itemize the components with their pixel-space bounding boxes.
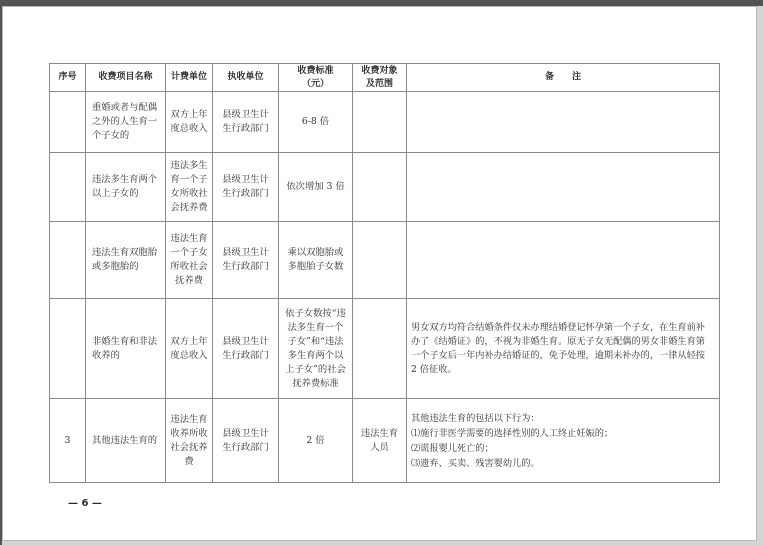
cell-collecting-unit: 县级卫生计 生行政部门	[213, 222, 279, 299]
header-remarks: 备 注	[407, 64, 720, 92]
table-row	[50, 153, 720, 222]
cell-collecting-unit: 县级卫生计 生行政部门	[213, 399, 279, 483]
header-collecting-unit: 执收单位	[213, 64, 279, 92]
cell-standard: 2 倍	[279, 399, 353, 483]
fee-table	[49, 63, 720, 483]
page-number: — 6 —	[68, 498, 102, 509]
cell-index: 3	[50, 399, 86, 483]
cell-collecting-unit: 县级卫生计 生行政部门	[213, 153, 279, 222]
table-row	[50, 222, 720, 299]
header-standard: 收费标准 （元）	[279, 64, 353, 92]
cell-remarks	[407, 92, 720, 153]
cell-collecting-unit: 县级卫生计 生行政部门	[213, 92, 279, 153]
document-page	[2, 6, 757, 541]
cell-standard: 依次增加 3 倍	[279, 153, 353, 222]
cell-target	[353, 299, 407, 399]
cell-target	[353, 153, 407, 222]
cell-remarks: 其他违法生育的包括以下行为： ⑴施行非医学需要的选择性别的人工终止妊娠的； ⑵谎报婴儿死亡的； ⑶遗弃、买卖、残害婴幼儿的。	[407, 399, 720, 483]
cell-item-name: 非婚生育和非法 收养的	[86, 299, 166, 399]
header-item-name: 收费项目名称	[86, 64, 166, 92]
cell-billing-unit: 违法多生 育一个子 女所收社 会抚养费	[166, 153, 213, 222]
cell-billing-unit: 违法生育 一个子女 所收社会 抚养费	[166, 222, 213, 299]
header-billing-unit: 计费单位	[166, 64, 213, 92]
table-row	[50, 299, 720, 399]
cell-remarks	[407, 153, 720, 222]
cell-item-name: 重婚或者与配偶 之外的人生育一 个子女的	[86, 92, 166, 153]
cell-standard: 乘以双胞胎或 多胞胎子女数	[279, 222, 353, 299]
table-row	[50, 92, 720, 153]
table-header-row	[50, 64, 720, 92]
header-index: 序号	[50, 64, 86, 92]
cell-item-name: 其他违法生育的	[86, 399, 166, 483]
cell-target: 违法生育 人员	[353, 399, 407, 483]
cell-billing-unit: 违法生育 收养所收 社会抚养 费	[166, 399, 213, 483]
cell-standard: 依子女数按“违 法多生育一个 子女”和“违法 多生育两个以 上子女”的社会 抚养费标准	[279, 299, 353, 399]
cell-remarks: 男女双方均符合结婚条件仅未办理结婚登记怀孕第一个子女，在生育前补 办了《结婚证》的，不视为非婚生育。原无子女无配偶的男女非婚生育第 一个子女后一年内补办结婚证的，免予处理，逾期未补办的，一律从轻按 2 倍征收。	[407, 299, 720, 399]
cell-index	[50, 153, 86, 222]
cell-index	[50, 92, 86, 153]
cell-index	[50, 299, 86, 399]
table-row	[50, 399, 720, 483]
cell-remarks	[407, 222, 720, 299]
cell-target	[353, 222, 407, 299]
header-target: 收费对象 及范围	[353, 64, 407, 92]
cell-item-name: 违法多生育两个 以上子女的	[86, 153, 166, 222]
cell-collecting-unit: 县级卫生计 生行政部门	[213, 299, 279, 399]
cell-target	[353, 92, 407, 153]
cell-index	[50, 222, 86, 299]
cell-billing-unit: 双方上年 度总收入	[166, 92, 213, 153]
cell-standard: 6-8 倍	[279, 92, 353, 153]
cell-billing-unit: 双方上年 度总收入	[166, 299, 213, 399]
cell-item-name: 违法生育双胞胎 或多胞胎的	[86, 222, 166, 299]
